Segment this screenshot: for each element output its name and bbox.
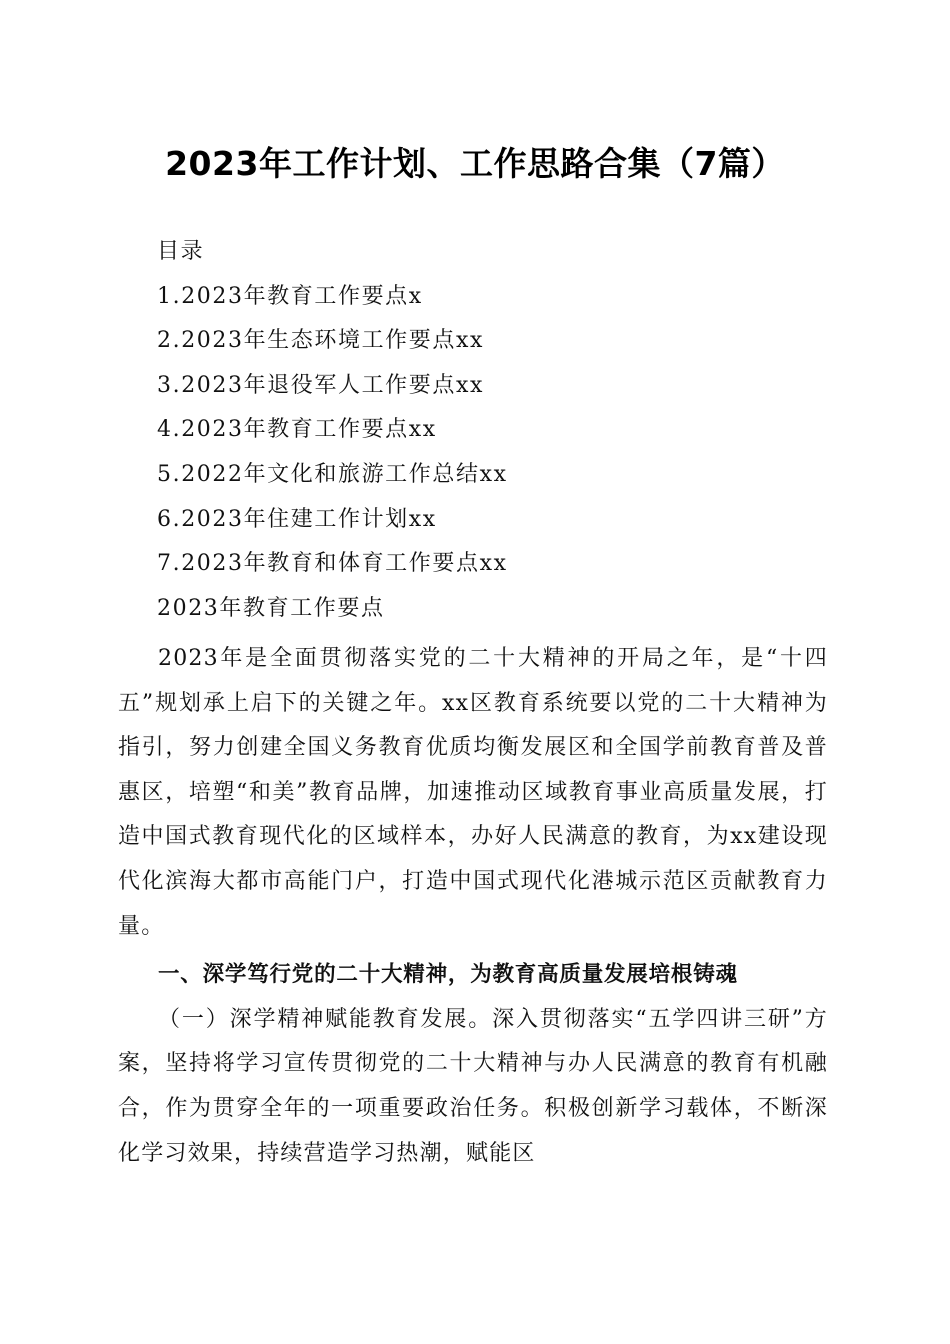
section-title: 2023年教育工作要点 bbox=[157, 595, 385, 621]
toc-item: 5.2022年文化和旅游工作总结xx bbox=[157, 461, 508, 487]
toc-item: 6.2023年住建工作计划xx bbox=[157, 506, 437, 532]
intro-paragraph: 2023年是全面贯彻落实党的二十大精神的开局之年，是“十四五”规划承上启下的关键之年。xx区教育系统要以党的二十大精神为指引，努力创建全国义务教育优质均衡发展区和全国学前教育普及普惠区，培塑“和美”教育品牌，加速推动区域教育事业高质量发展，打造中国式教育现代化的区域样本，办好人民满意的教育，为xx建设现代化滨海大都市高能门户，打造中国式现代化港城示范区贡献教育力量。 bbox=[118, 646, 828, 939]
subsection-paragraph bbox=[118, 998, 828, 1176]
toc-heading: 目录 bbox=[157, 239, 205, 264]
toc-item: 1.2023年教育工作要点x bbox=[157, 283, 423, 309]
toc-item: 2.2023年生态环境工作要点xx bbox=[157, 328, 484, 354]
table-of-contents bbox=[157, 235, 837, 636]
document-title: 2023年工作计划、工作思路合集（7篇） bbox=[165, 144, 785, 183]
toc-item: 3.2023年退役军人工作要点xx bbox=[157, 372, 484, 398]
subsection-text: 深入贯彻落实“五学四讲三研”方案，坚持将学习宣传贯彻党的二十大精神与办人民满意的教育有机融合，作为贯穿全年的一项重要政治任务。积极创新学习载体，不断深化学习效果，持续营造学习热潮，赋能区 bbox=[118, 1006, 828, 1166]
toc-item: 4.2023年教育工作要点xx bbox=[157, 417, 437, 443]
subsection-lead: （一）深学精神赋能教育发展。 bbox=[158, 1006, 493, 1032]
toc-item: 7.2023年教育和体育工作要点xx bbox=[157, 551, 508, 577]
section-heading: 一、深学笃行党的二十大精神，为教育高质量发展培根铸魂 bbox=[158, 962, 738, 988]
document-body bbox=[118, 637, 828, 1176]
